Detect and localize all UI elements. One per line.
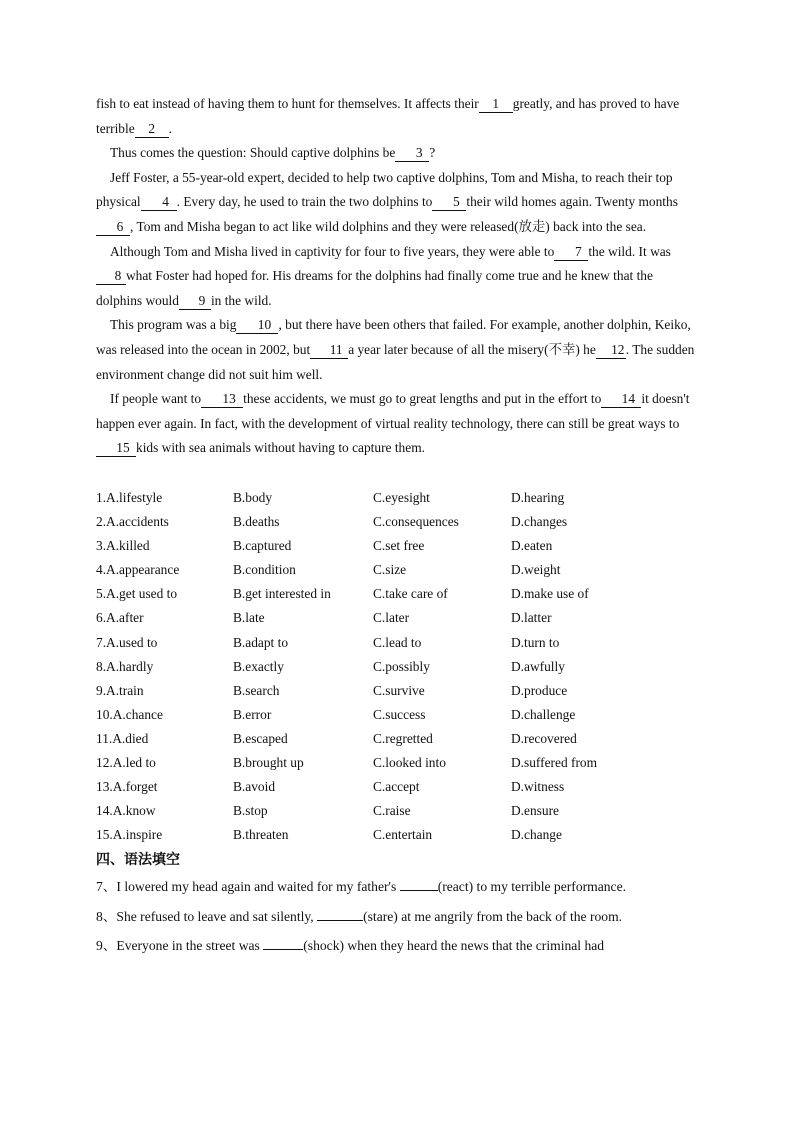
passage-text: Jeff Foster, a 55-year-old expert, decided to help two captive dolphins, Tom and Misha, to reach their top physical [96,169,673,210]
passage-text: it doesn't happen ever again. In fact, with the development of virtual reality technology, there can still be great ways to [96,391,690,431]
option-row-15 [96,823,696,847]
passage-text: . The sudden environment change did not suit him well. [96,341,695,382]
passage-text: , Tom and Misha began to act like wild dolphins and they were released(放走) back into the sea. [130,218,647,234]
option-row-2 [96,510,696,534]
option-b[interactable]: B.threaten [233,827,289,843]
option-d[interactable]: D.awfully [511,658,565,674]
question-text: 7、I lowered my head again and waited for my father's [96,879,397,894]
passage-text: If people want to [110,391,202,407]
option-c[interactable]: C.survive [373,682,425,698]
option-row-14 [96,799,696,823]
paragraph-4 [96,240,696,314]
option-c[interactable]: C.consequences [373,514,459,530]
option-row-11 [96,727,696,751]
passage-text: greatly, and has proved to have terrible [96,96,680,136]
option-d[interactable]: D.hearing [511,490,565,505]
option-a[interactable]: 13.A.forget [96,779,158,795]
option-b[interactable]: B.error [233,706,272,722]
option-a[interactable]: 15.A.inspire [96,827,163,843]
option-a[interactable]: 14.A.know [96,803,156,819]
passage-text: This program was a big [110,317,237,333]
option-row-5 [96,582,696,606]
option-a[interactable]: 1.A.lifestyle [96,490,163,505]
answer-blank[interactable] [317,906,363,921]
blank-13: 13 [201,390,243,408]
option-d[interactable]: D.turn to [511,634,560,650]
option-d[interactable]: D.produce [511,682,568,698]
blank-12: 12 [596,341,626,359]
option-row-13 [96,775,696,799]
question-8 [96,902,688,932]
option-a[interactable]: 5.A.get used to [96,586,178,602]
question-text: (shock) when they heard the news that the criminal had [303,938,605,953]
blank-4: 4 [141,193,177,211]
option-a[interactable]: 9.A.train [96,682,144,698]
option-b[interactable]: B.deaths [233,514,280,530]
blank-5: 5 [432,193,466,211]
passage-text: Thus comes the question: Should captive dolphins be [110,145,396,161]
option-c[interactable]: C.entertain [373,827,433,843]
answer-blank[interactable] [400,876,438,891]
option-a[interactable]: 10.A.chance [96,706,163,722]
option-b[interactable]: B.brought up [233,755,304,771]
option-b[interactable]: B.escaped [233,730,288,746]
option-b[interactable]: B.exactly [233,658,284,674]
passage-text: ? [429,145,436,161]
option-b[interactable]: B.get interested in [233,586,331,602]
option-b[interactable]: B.avoid [233,779,276,795]
option-c[interactable]: C.regretted [373,730,433,746]
passage-text: in the wild. [210,292,272,308]
paragraph-6 [96,387,696,461]
option-a[interactable]: 2.A.accidents [96,514,169,530]
blank-11: 11 [310,341,348,359]
cloze-passage [96,92,696,461]
option-d[interactable]: D.weight [511,562,561,578]
option-row-8 [96,655,696,679]
option-c[interactable]: C.raise [373,803,411,819]
blank-8: 8 [96,267,126,285]
option-c[interactable]: C.looked into [373,755,446,771]
question-text: (stare) at me angrily from the back of the room. [363,908,623,924]
blank-15: 15 [96,439,136,457]
option-row-3 [96,534,696,558]
option-d[interactable]: D.suffered from [511,755,598,771]
paragraph-2 [96,141,696,166]
question-text: 9、Everyone in the street was [96,938,260,953]
option-d[interactable]: D.eaten [511,538,553,554]
blank-10: 10 [236,316,278,334]
option-b[interactable]: B.search [233,682,280,698]
option-b[interactable]: B.captured [233,538,292,554]
option-b[interactable]: B.condition [233,562,296,578]
option-c[interactable]: C.success [373,706,426,722]
option-d[interactable]: D.recovered [511,730,577,746]
option-d[interactable]: D.ensure [511,803,559,819]
paragraph-3 [96,166,696,240]
passage-text: fish to eat instead of having them to hunt for themselves. It affects their [96,96,479,111]
option-c[interactable]: C.later [373,610,410,626]
option-row-6 [96,606,696,630]
paragraph-1 [96,92,696,141]
option-row-9 [96,679,696,703]
option-a[interactable]: 6.A.after [96,610,144,626]
grammar-fill-section [96,872,688,961]
option-d[interactable]: D.changes [511,514,568,530]
question-text: (react) to my terrible performance. [437,879,627,894]
option-d[interactable]: D.latter [511,610,552,626]
option-row-7 [96,631,696,655]
option-a[interactable]: 3.A.killed [96,538,150,554]
question-7 [96,872,688,902]
option-a[interactable]: 4.A.appearance [96,562,180,578]
option-a[interactable]: 11.A.died [96,730,149,746]
question-text: 8、She refused to leave and sat silently, [96,908,314,924]
option-row-4 [96,558,696,582]
passage-text: , but there have been others that failed. For example, another dolphin, Keiko, was released into the ocean in 2002, but [96,317,691,357]
blank-1: 1 [479,95,513,113]
option-d[interactable]: D.witness [511,779,565,795]
section-title: 四、语法填空 [96,852,180,868]
answer-blank[interactable] [263,935,303,950]
option-c[interactable]: C.size [373,562,407,578]
option-b[interactable]: B.late [233,610,265,626]
passage-text: a year later because of all the misery(不幸) he [348,341,596,357]
option-c[interactable]: C.accept [373,779,420,795]
option-b[interactable]: B.adapt to [233,634,289,650]
option-c[interactable]: C.possibly [373,658,430,674]
option-c[interactable]: C.lead to [373,634,422,650]
answer-options [96,486,696,847]
option-a[interactable]: 12.A.led to [96,755,156,771]
option-row-1 [96,486,696,510]
option-a[interactable]: 7.A.used to [96,634,158,650]
option-c[interactable]: C.eyesight [373,490,430,505]
option-d[interactable]: D.make use of [511,586,589,602]
passage-text: . [168,120,173,136]
blank-7: 7 [554,243,588,261]
blank-9: 9 [179,292,211,310]
blank-2: 2 [135,120,169,138]
option-b[interactable]: B.body [233,490,273,505]
passage-text: . Every day, he used to train the two dolphins to [176,194,433,210]
blank-3: 3 [395,144,429,162]
option-row-10 [96,703,696,727]
option-b[interactable]: B.stop [233,803,268,819]
blank-6: 6 [96,218,130,236]
option-c[interactable]: C.set free [373,538,425,554]
option-d[interactable]: D.challenge [511,706,576,722]
passage-text: Although Tom and Misha lived in captivity for four to five years, they were able to [110,243,555,259]
option-c[interactable]: C.take care of [373,586,448,602]
passage-text: these accidents, we must go to great lengths and put in the effort to [243,391,602,407]
passage-text: kids with sea animals without having to capture them. [136,440,425,456]
option-a[interactable]: 8.A.hardly [96,658,154,674]
option-row-12 [96,751,696,775]
passage-text: their wild homes again. Twenty months [466,194,678,210]
passage-text: the wild. It was [588,243,671,259]
paragraph-5 [96,313,696,387]
blank-14: 14 [601,390,641,408]
option-d[interactable]: D.change [511,827,562,843]
passage-text: what Foster had hoped for. His dreams for the dolphins had finally come true and he knew that the dolphins would [96,268,653,308]
question-9 [96,931,688,961]
